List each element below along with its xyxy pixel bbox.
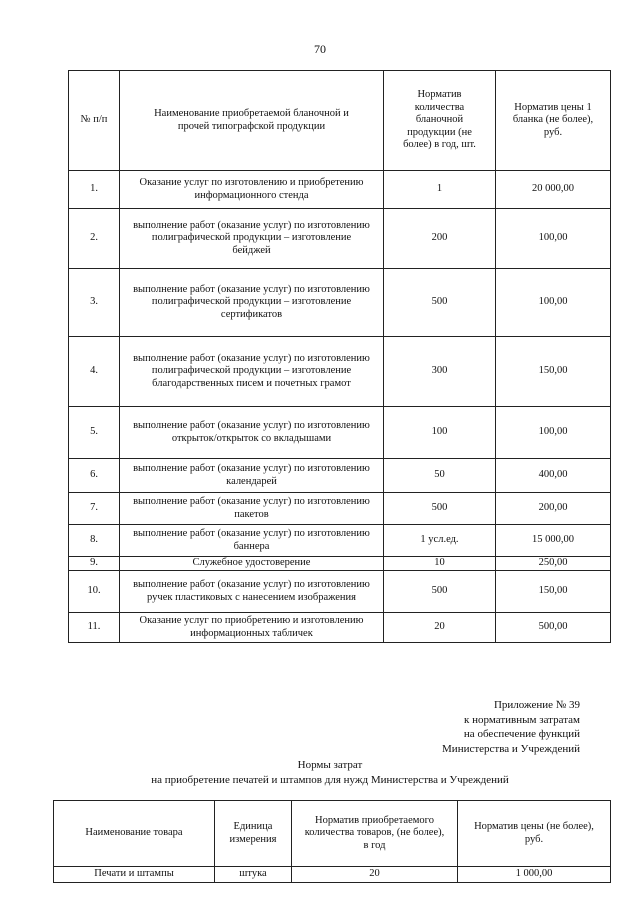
quantity-cell: 1 xyxy=(384,171,496,209)
price-cell: 15 000,00 xyxy=(496,525,611,557)
product-name-cell: выполнение работ (оказание услуг) по изготовлению открыток/открыток со вкладышами xyxy=(120,407,384,459)
table-row xyxy=(69,571,611,613)
product-name-cell: выполнение работ (оказание услуг) по изготовлению пакетов xyxy=(120,493,384,525)
appendix-block xyxy=(442,698,580,756)
quantity-cell: 20 xyxy=(292,867,458,883)
table-row xyxy=(69,459,611,493)
appendix-line: Министерства и Учреждений xyxy=(442,742,580,755)
product-name-cell: Оказание услуг по приобретению и изготовлению информационных табличек xyxy=(120,613,384,643)
row-number-cell: 3. xyxy=(69,269,120,337)
table-row xyxy=(69,171,611,209)
blank-products-table xyxy=(68,70,611,643)
price-cell: 400,00 xyxy=(496,459,611,493)
norms-heading xyxy=(0,758,640,787)
price-cell: 200,00 xyxy=(496,493,611,525)
price-cell: 100,00 xyxy=(496,407,611,459)
row-number-cell: 8. xyxy=(69,525,120,557)
product-name-cell: Оказание услуг по изготовлению и приобретению информационного стенда xyxy=(120,171,384,209)
header-product-name: Наименование приобретаемой бланочной и прочей типографской продукции xyxy=(120,71,384,171)
table-row xyxy=(69,407,611,459)
product-name-cell: выполнение работ (оказание услуг) по изготовлению полиграфической продукции – изготовление благодарственных писем и почетных грамот xyxy=(120,337,384,407)
price-cell: 100,00 xyxy=(496,269,611,337)
price-cell: 500,00 xyxy=(496,613,611,643)
quantity-cell: 300 xyxy=(384,337,496,407)
product-name-cell: выполнение работ (оказание услуг) по изготовлению баннера xyxy=(120,525,384,557)
quantity-cell: 10 xyxy=(384,557,496,571)
header-quantity-norm: Норматив приобретаемого количества товаров, (не более), в год xyxy=(292,801,458,867)
table-row xyxy=(69,525,611,557)
quantity-cell: 100 xyxy=(384,407,496,459)
goods-name-cell: Печати и штампы xyxy=(54,867,215,883)
quantity-cell: 1 усл.ед. xyxy=(384,525,496,557)
price-cell: 20 000,00 xyxy=(496,171,611,209)
header-quantity-norm: Норматив количества бланочной продукции (не более) в год, шт. xyxy=(384,71,496,171)
appendix-line: к нормативным затратам xyxy=(464,713,580,726)
appendix-line: Приложение № 39 xyxy=(493,699,580,711)
header-goods-name: Наименование товара xyxy=(54,801,215,867)
norms-title: Нормы затрат xyxy=(297,759,363,771)
price-cell: 1 000,00 xyxy=(458,867,611,883)
quantity-cell: 200 xyxy=(384,209,496,269)
unit-cell: штука xyxy=(215,867,292,883)
table-row xyxy=(69,613,611,643)
row-number-cell: 2. xyxy=(69,209,120,269)
row-number-cell: 10. xyxy=(69,571,120,613)
row-number-cell: 11. xyxy=(69,613,120,643)
table-row xyxy=(69,493,611,525)
table-row xyxy=(69,269,611,337)
quantity-cell: 500 xyxy=(384,571,496,613)
page-number: 70 xyxy=(314,42,326,56)
product-name-cell: Служебное удостоверение xyxy=(120,557,384,571)
quantity-cell: 500 xyxy=(384,493,496,525)
table-row xyxy=(54,867,611,883)
quantity-cell: 500 xyxy=(384,269,496,337)
stamps-norms-table xyxy=(53,800,611,883)
table-row xyxy=(69,557,611,571)
price-cell: 150,00 xyxy=(496,337,611,407)
table-row xyxy=(69,337,611,407)
table-row xyxy=(69,209,611,269)
header-price-norm: Норматив цены (не более), руб. xyxy=(458,801,611,867)
product-name-cell: выполнение работ (оказание услуг) по изготовлению полиграфической продукции – изготовление бейджей xyxy=(120,209,384,269)
product-name-cell: выполнение работ (оказание услуг) по изготовлению ручек пластиковых с нанесением изображения xyxy=(120,571,384,613)
price-cell: 150,00 xyxy=(496,571,611,613)
header-price-norm: Норматив цены 1 бланка (не более), руб. xyxy=(496,71,611,171)
appendix-line: на обеспечение функций xyxy=(463,728,580,740)
row-number-cell: 1. xyxy=(69,171,120,209)
product-name-cell: выполнение работ (оказание услуг) по изготовлению календарей xyxy=(120,459,384,493)
quantity-cell: 20 xyxy=(384,613,496,643)
header-number: № п/п xyxy=(69,71,120,171)
row-number-cell: 4. xyxy=(69,337,120,407)
product-name-cell: выполнение работ (оказание услуг) по изготовлению полиграфической продукции – изготовление сертификатов xyxy=(120,269,384,337)
row-number-cell: 5. xyxy=(69,407,120,459)
row-number-cell: 7. xyxy=(69,493,120,525)
norms-subtitle: на приобретение печатей и штампов для нужд Министерства и Учреждений xyxy=(151,773,509,786)
price-cell: 250,00 xyxy=(496,557,611,571)
row-number-cell: 6. xyxy=(69,459,120,493)
quantity-cell: 50 xyxy=(384,459,496,493)
price-cell: 100,00 xyxy=(496,209,611,269)
header-unit: Единица измерения xyxy=(215,801,292,867)
row-number-cell: 9. xyxy=(69,557,120,571)
